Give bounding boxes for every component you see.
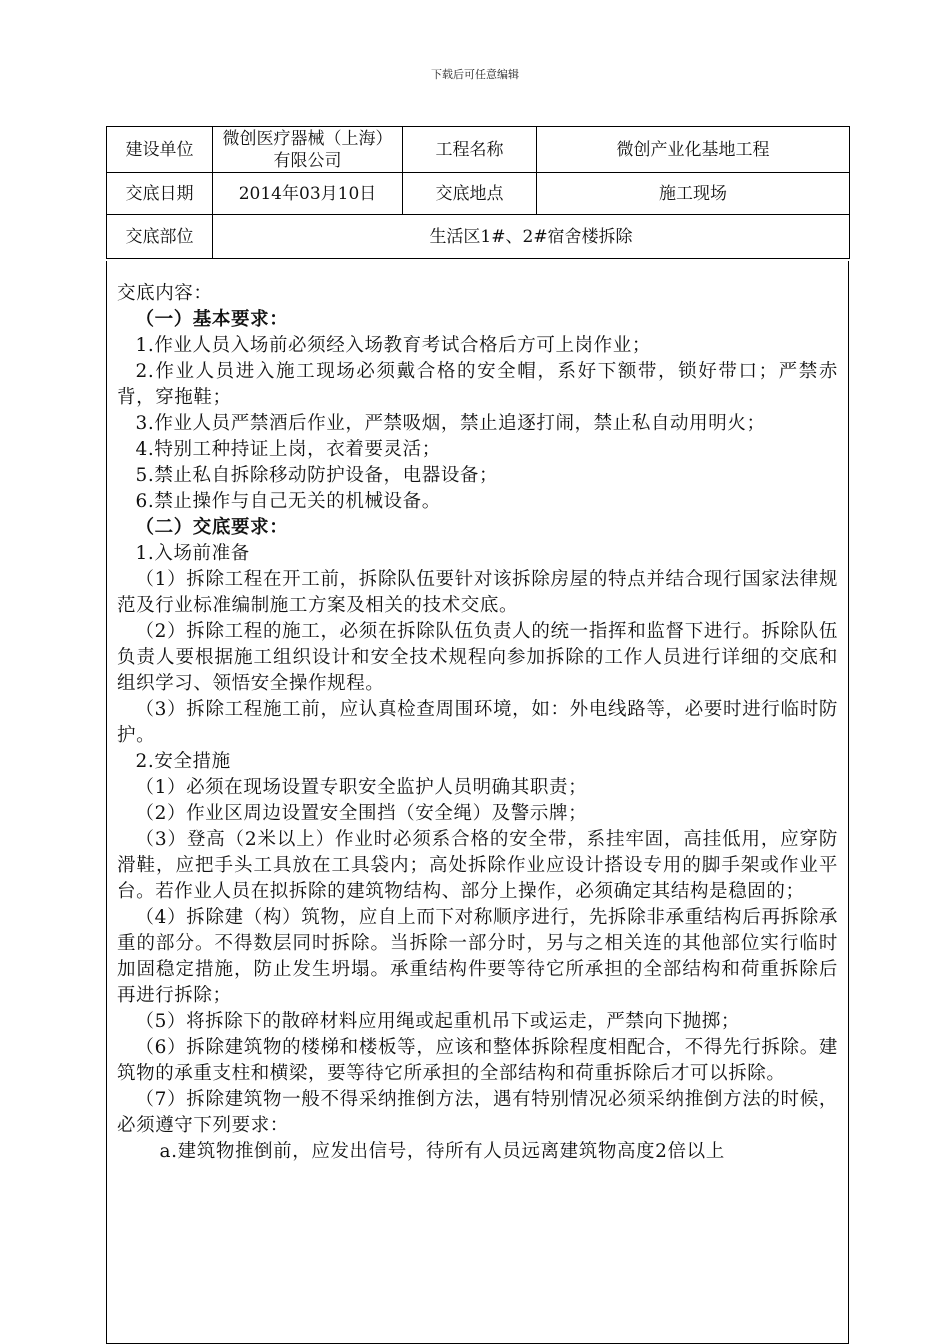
paragraph: （4）拆除建（构）筑物，应自上而下对称顺序进行，先拆除非承重结构后再拆除承重的部分。不得数层同时拆除。当拆除一部分时，另与之相关连的其他部位实行临时加固稳定措施，防止发生坍塌。承重结构件要等待它所承担的全部结构和荷重拆除后再进行拆除； [117, 907, 838, 1006]
paragraph: 3.作业人员严禁酒后作业，严禁吸烟，禁止追逐打闹，禁止私自动用明火； [135, 413, 766, 434]
construction-unit-value: 微创医疗器械（上海）有限公司 [213, 127, 403, 173]
subsection-heading: 1.入场前准备 [135, 543, 250, 564]
date-value: 2014年03月10日 [213, 173, 403, 215]
paragraph: （3）拆除工程施工前，应认真检查周围环境，如：外电线路等，必要时进行临时防护。 [117, 699, 838, 746]
paragraph: a.建筑物推倒前，应发出信号，待所有人员远离建筑物高度2倍以上 [159, 1141, 725, 1162]
project-name-value: 微创产业化基地工程 [537, 127, 850, 173]
header-note: 下载后可任意编辑 [431, 68, 519, 81]
paragraph: 1.作业人员入场前必须经入场教育考试合格后方可上岗作业； [135, 335, 651, 356]
paragraph: （6）拆除建筑物的楼梯和楼板等，应该和整体拆除程度相配合，不得先行拆除。建筑物的承重支柱和横梁，要等待它所承担的全部结构和荷重拆除后才可以拆除。 [117, 1037, 838, 1084]
location-value: 施工现场 [537, 173, 850, 215]
content-section [106, 261, 849, 1344]
paragraph: （3）登高（2米以上）作业时必须系合格的安全带，系挂牢固，高挂低用，应穿防滑鞋，应把手头工具放在工具袋内；高处拆除作业应设计搭设专用的脚手架或作业平台。若作业人员在拟拆除的建筑物结构、部分上操作，必须确定其结构是稳固的； [117, 829, 838, 902]
location-label: 交底地点 [403, 173, 537, 215]
paragraph: 4.特别工种持证上岗，衣着要灵活； [135, 439, 441, 460]
paragraph: 5.禁止私自拆除移动防护设备，电器设备； [135, 465, 499, 486]
info-table [106, 126, 850, 259]
part-value: 生活区1#、2#宿舍楼拆除 [213, 215, 850, 259]
paragraph: （1）拆除工程在开工前，拆除队伍要针对该拆除房屋的特点并结合现行国家法律规范及行业标准编制施工方案及相关的技术交底。 [117, 569, 838, 616]
subsection-heading: 2.安全措施 [135, 751, 231, 772]
section-heading: （二）交底要求： [135, 517, 289, 538]
date-label: 交底日期 [107, 173, 213, 215]
section-heading: （一）基本要求： [135, 309, 289, 330]
project-name-label: 工程名称 [403, 127, 537, 173]
paragraph: （2）作业区周边设置安全围挡（安全绳）及警示牌； [135, 803, 588, 824]
construction-unit-label: 建设单位 [107, 127, 213, 173]
paragraph: （2）拆除工程的施工，必须在拆除队伍负责人的统一指挥和监督下进行。拆除队伍负责人要根据施工组织设计和安全技术规程向参加拆除的工作人员进行详细的交底和组织学习、领悟安全操作规程。 [117, 621, 838, 694]
paragraph: 6.禁止操作与自己无关的机械设备。 [135, 491, 441, 512]
content-heading: 交底内容： [117, 283, 213, 304]
paragraph: 2.作业人员进入施工现场必须戴合格的安全帽，系好下额带，锁好带口；严禁赤背，穿拖鞋； [117, 361, 838, 408]
paragraph: （1）必须在现场设置专职安全监护人员明确其职责； [135, 777, 588, 798]
paragraph: （5）将拆除下的散碎材料应用绳或起重机吊下或运走，严禁向下抛掷； [135, 1011, 740, 1032]
part-label: 交底部位 [107, 215, 213, 259]
paragraph: （7）拆除建筑物一般不得采纳推倒方法，遇有特别情况必须采纳推倒方法的时候，必须遵守下列要求： [117, 1089, 838, 1136]
